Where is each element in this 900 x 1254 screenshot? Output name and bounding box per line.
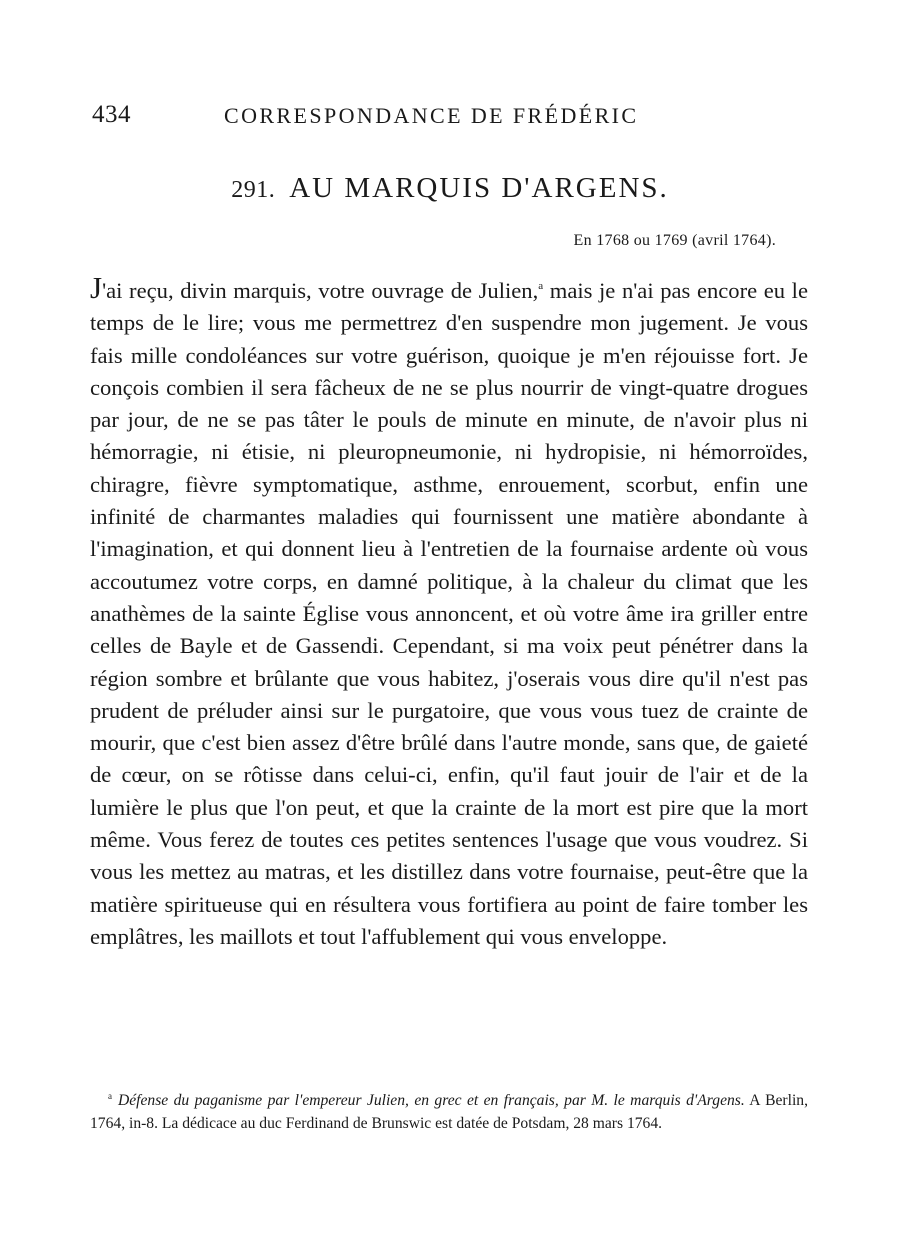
letter-date: En 1768 ou 1769 (avril 1764). [573, 232, 776, 249]
running-title: CORRESPONDANCE DE FRÉDÉRIC [224, 103, 639, 128]
letter-heading [0, 172, 900, 205]
letter-opening: 'ai reçu, divin marquis, votre ouvrage de Julien, [102, 278, 539, 303]
footnote [90, 1090, 808, 1135]
letter-number: 291. [231, 177, 276, 203]
letter-text: mais je n'ai pas encore eu le temps de le lire; vous me permettrez d'en suspendre mon jugement. Je vous fais mille condoléances sur votre guérison, quoique je m'en réjouisse fort. Je conçois combien il sera fâcheux de ne se plus nourrir de vingt-quatre drogues par jour, de ne se pas tâter le pouls de minute en minute, de n'avoir plus ni hémorragie, ni étisie, ni pleuropneumonie, ni hydropisie, ni hémorroïdes, chiragre, fièvre symptomatique, asthme, enrouement, scorbut, enfin une infinité de charmantes maladies qui fournissent une matière abondante à l'imagination, et qui donnent lieu à l'entretien de la fournaise ardente où vous accoutumez votre corps, en damné politique, à la chaleur du climat que les anathèmes de la sainte Église vous annoncent, et où votre âme ira griller entre celles de Bayle et de Gassendi. Cependant, si ma voix peut pénétrer dans la région sombre et brûlante que vous habitez, j'oserais vous dire qu'il n'est pas prudent de préluder ainsi sur le purgatoire, que vous vous tuez de crainte de mourir, que c'est bien assez d'être brûlé dans l'autre monde, sans que, de gaieté de cœur, on se rôtisse dans celui-ci, enfin, qu'il faut jouir de l'air et de la lumière le plus que l'on peut, et que la crainte de la mort est pire que la mort même. Vous ferez de toutes ces petites sentences l'usage que vous voudrez. Si vous les mettez au matras, et les distillez dans votre fournaise, peut-être que la matière spiritueuse qui en résultera vous fortifiera au point de faire tomber les emplâtres, les maillots et tout l'affublement qui vous enveloppe. [90, 278, 808, 949]
footnote-reference: a [538, 280, 544, 292]
letter-body [90, 272, 808, 953]
footnote-text: A Berlin, 1764, in-8. La dédicace au duc Ferdinand de Brunswic est datée de Potsdam, 28 mars 1764. [90, 1092, 808, 1132]
running-head [92, 101, 808, 135]
footnote-title: Défense du paganisme par l'empereur Julien, en grec et en français, par M. le marquis d'Argens. [118, 1092, 745, 1109]
drop-letter: J [90, 270, 103, 305]
letter-recipient: AU MARQUIS D'ARGENS. [289, 172, 669, 204]
page-number: 434 [92, 101, 131, 128]
footnote-marker: a [108, 1091, 112, 1101]
